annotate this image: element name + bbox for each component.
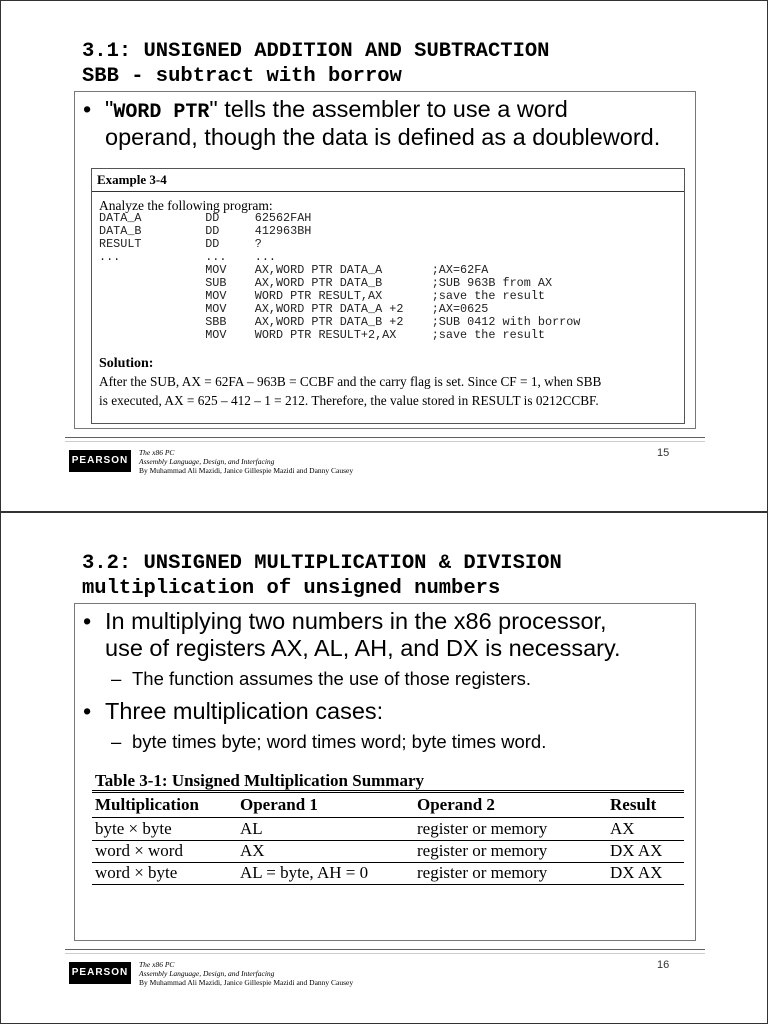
table-cell: word × word <box>95 841 183 860</box>
bullet-cases <box>83 697 384 725</box>
dash-icon: – <box>111 731 122 752</box>
pearson-logo: PEARSON <box>69 962 131 984</box>
bullet-text: " tells the assembler to use a word <box>209 96 568 122</box>
code-line: SBB AX,WORD PTR DATA_B +2 ;SUB 0412 with borrow <box>99 315 581 329</box>
table-cell: AX <box>240 841 265 860</box>
footer-rule <box>65 953 705 954</box>
slide-title: 3.1: UNSIGNED ADDITION AND SUBTRACTION <box>82 40 550 63</box>
table-cell: DX AX <box>610 863 663 882</box>
sub-bullet <box>111 668 531 690</box>
table-cell: register or memory <box>417 863 548 882</box>
footer-rule <box>65 441 705 442</box>
example-box <box>91 168 685 424</box>
footer-rule <box>65 437 705 438</box>
table-header-cell: Result <box>610 795 657 814</box>
table-cell: register or memory <box>417 841 548 860</box>
bullet-icon: • <box>83 698 92 724</box>
book-authors: By Muhammad Ali Mazidi, Janice Gillespie Mazidi and Danny Causey <box>139 466 354 475</box>
footer-rule <box>65 949 705 950</box>
sub-bullet-text: The function assumes the use of those registers. <box>132 668 531 689</box>
slide-title: 3.2: UNSIGNED MULTIPLICATION & DIVISION <box>82 552 562 575</box>
table-cell: AX <box>610 819 635 838</box>
footer-credits <box>139 960 353 987</box>
table-title: Table 3-1: Unsigned Multiplication Summary <box>95 771 425 790</box>
table-cell: register or memory <box>417 819 548 838</box>
code-line: DATA_B DD 412963BH <box>99 224 312 238</box>
table-rule <box>92 862 684 863</box>
book-subtitle: Assembly Language, Design, and Interfacing <box>139 969 275 978</box>
sub-bullet-text: byte times byte; word times word; byte times word. <box>132 731 547 752</box>
table-cell: AL <box>240 819 263 838</box>
slide-subtitle: SBB - subtract with borrow <box>82 65 402 88</box>
bullet-open-quote: " <box>105 96 114 122</box>
example-heading: Example 3-4 <box>92 169 684 192</box>
dash-icon: – <box>111 668 122 689</box>
pearson-logo: PEARSON <box>69 450 131 472</box>
slide-16 <box>0 512 768 1024</box>
code-line: MOV AX,WORD PTR DATA_A +2 ;AX=0625 <box>99 302 489 316</box>
bullet-code: WORD PTR <box>113 101 210 124</box>
table-rule <box>92 884 684 885</box>
table-cell: AL = byte, AH = 0 <box>240 863 369 882</box>
code-line: SUB AX,WORD PTR DATA_B ;SUB 963B from AX <box>99 276 553 290</box>
solution-line: is executed, AX = 625 – 412 – 1 = 212. Therefore, the value stored in RESULT is 0212CCBF. <box>99 393 599 408</box>
code-line: ... ... ... <box>99 250 276 264</box>
footer-credits <box>139 448 353 475</box>
bullet-registers <box>83 607 607 635</box>
code-line: RESULT DD ? <box>99 237 262 251</box>
bullet-icon: • <box>83 608 92 634</box>
table-rule <box>92 817 684 818</box>
book-authors: By Muhammad Ali Mazidi, Janice Gillespie Mazidi and Danny Causey <box>139 978 354 987</box>
page-number: 15 <box>657 447 670 459</box>
table-header-cell: Operand 1 <box>240 795 318 814</box>
book-subtitle: Assembly Language, Design, and Interfacing <box>139 457 275 466</box>
table-rule <box>92 792 684 793</box>
bullet-icon: • <box>83 96 92 122</box>
code-line: MOV WORD PTR RESULT,AX ;save the result <box>99 289 545 303</box>
book-title: The x86 PC <box>139 448 175 457</box>
bullet-text-line2: use of registers AX, AL, AH, and DX is necessary. <box>105 635 621 661</box>
solution-line: After the SUB, AX = 62FA – 963B = CCBF and the carry flag is set. Since CF = 1, when SBB <box>99 374 602 389</box>
example-intro: Analyze the following program: <box>99 198 273 213</box>
code-line: MOV AX,WORD PTR DATA_A ;AX=62FA <box>99 263 489 277</box>
slide-subtitle: multiplication of unsigned numbers <box>82 577 501 600</box>
solution-heading: Solution: <box>99 356 154 371</box>
table-cell: word × byte <box>95 863 178 882</box>
table-rule <box>92 790 684 791</box>
sub-bullet <box>111 731 547 753</box>
table-cell: DX AX <box>610 841 663 860</box>
table-header-cell: Operand 2 <box>417 795 495 814</box>
table-cell: byte × byte <box>95 819 172 838</box>
table-header-cell: Multiplication <box>95 795 199 814</box>
bullet-text: Three multiplication cases: <box>105 698 384 724</box>
bullet-text: In multiplying two numbers in the x86 processor, <box>105 608 607 634</box>
bullet-text-line2: operand, though the data is defined as a doubleword. <box>105 124 661 150</box>
book-title: The x86 PC <box>139 960 175 969</box>
page-number: 16 <box>657 959 670 971</box>
code-line: MOV WORD PTR RESULT+2,AX ;save the result <box>99 328 545 342</box>
code-line: DATA_A DD 62562FAH <box>99 211 312 225</box>
